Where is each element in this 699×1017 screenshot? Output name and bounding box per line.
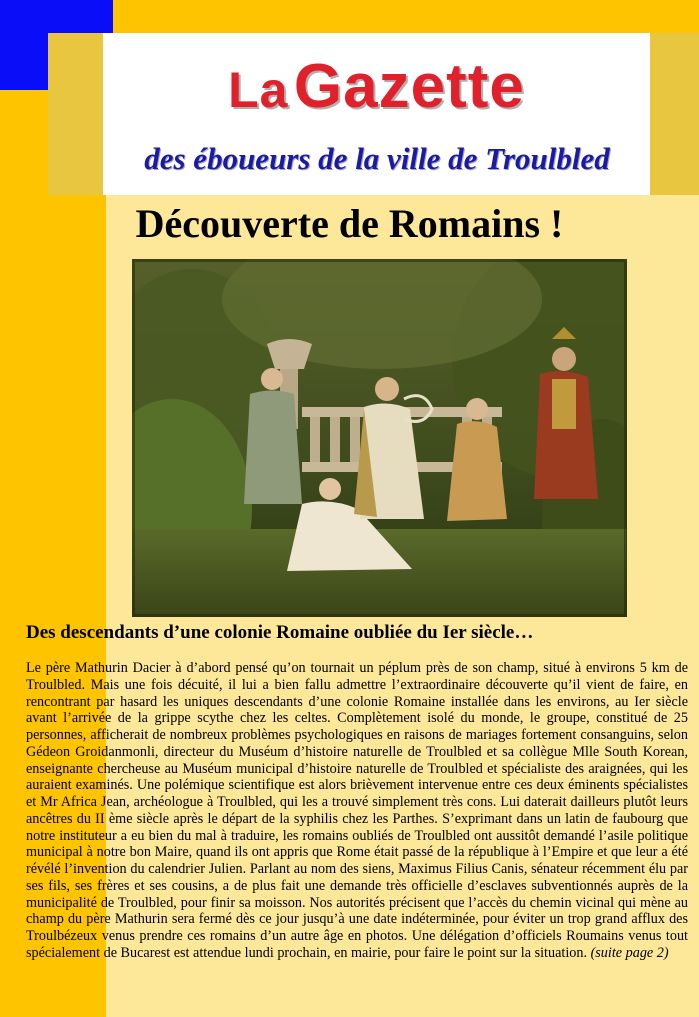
top-orange-band (113, 0, 699, 33)
article-photo (132, 259, 627, 617)
article-body (26, 660, 688, 962)
title-article-word: La (228, 62, 289, 118)
article-subheadline: Des descendants d’une colonie Romaine oubliée du Ier siècle… (26, 622, 534, 643)
article-body-text: Le père Mathurin Dacier à d’abord pensé qu’on tournait un péplum près de son champ, situé à environs 5 km de Troulbled. Mais une fois décuité, il lui a bien fallu admettre l’extraordinaire découverte qu’il vient de faire, en rencontrant par hasard les uniques descendants d’une colonie Romaine installée dans les environs, au Ier siècle avant l’arrivée de la grippe scythe chez les celtes. Complètement isolé du monde, le groupe, constitué de 25 personnes, afficherait de nombreux problèmes psychologiques en raisons de mariages fortement consanguins, selon Gédeon Groidanmonli, directeur du Muséum d’histoire naturelle de Troulbled et sa collègue Mlle South Korean, enseignante chercheuse au Muséum municipal d’histoire naturelle de Troulbled et spécialiste des araignées, qui les auraient examinés. Une polémique scientifique est alors brièvement intervenue entre ces deux éminents spécialistes et Mr Africa Jean, archéologue à Troulbled, qui les a trouvé simplement très cons. Lui daterait dailleurs plutôt leurs ancêtres du II ème siècle après le départ de la syphilis chez les Parthes. S’exprimant dans un latin de faubourg que notre instituteur a eu bien du mal à traduire, les romains oubliés de Troulbled ont aussitôt demandé l’asile politique municipal à notre bon Maire, quand ils ont appris que Rome était passé de la république à l’Empire et que leur a été révélé l’invention du calendrier Julien. Parlant au nom des siens, Maximus Filius Canis, sénateur récemment élu par ses fils, ses frères et ses cousins, a de plus fait une demande très officielle d’esclaves subventionnés auprès de la municipalité de Troulbled, pour finir sa moisson. Nos autorités précisent que l’accès du chemin vicinal qui mène au champ du père Mathurin sera fermé dès ce jour jusqu’à une date indéterminée, pour éviter un trop grand afflux des Troulbézeux venus prendre ces romains d’un autre âge en photos. Une délégation d’officiels Roumains venus tout spécialement de Bucarest est attendue lundi prochain, en mairie, pour faire le point sur la situation. (26, 660, 688, 961)
continuation-note: (suite page 2) (590, 944, 669, 961)
newspaper-title (103, 51, 650, 122)
roman-group-photo-icon (132, 259, 627, 617)
newspaper-subtitle: des éboueurs de la ville de Troulbled (144, 141, 610, 176)
masthead (103, 33, 650, 195)
article-headline: Découverte de Romains ! (135, 201, 564, 246)
title-main-word: Gazette (293, 52, 525, 121)
